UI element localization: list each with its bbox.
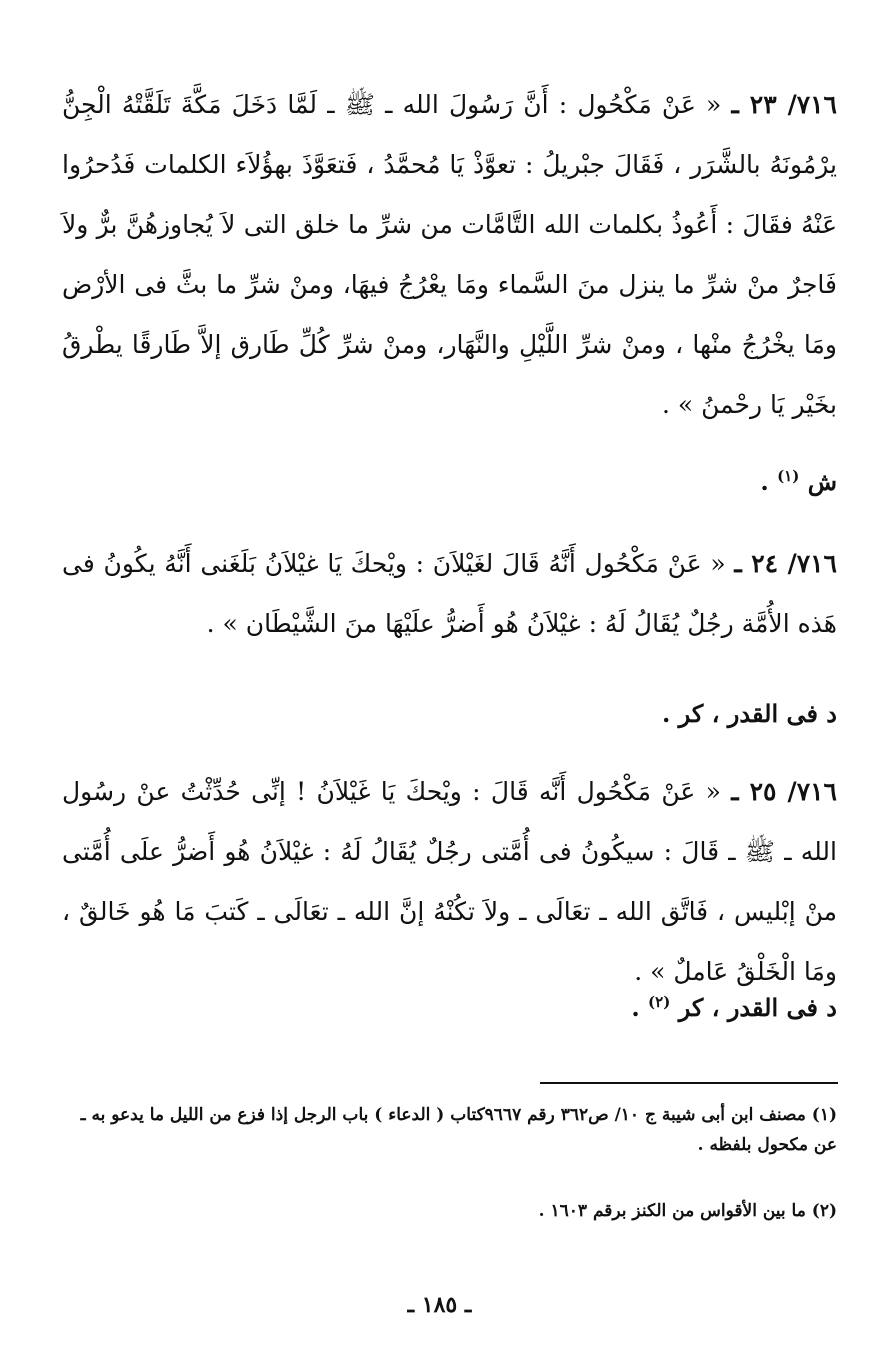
hadith-23 [62, 75, 837, 435]
hadith-25 [62, 762, 837, 1002]
source-line: د فى القدر ، كر $^{(٢)}$ . [631, 993, 837, 1022]
footnote-ref[interactable]: (١) [777, 467, 800, 485]
hadith-text: « عَنْ مَكْحُول : أَنَّ رَسُولَ الله ـ ﷺ ـ لَمَّا دَخَلَ مَكَّةَ تَلَقَّتْهُ الْجِنُّ يرْمُونَهُ بالشَّرَر ، فَقَالَ جبْريلُ : تعوَّذْ يَا مُحمَّدُ ، فَتعَوَّذَ بهؤُلاَء الكلمات فَدُحرُوا عَنْهُ فقَالَ : أَعُوذُ بكلمات الله التَّامَّات من شرِّ ما خلق التى لاَ يُجاوزهُنَّ برٌّ ولاَ فَاجرٌ منْ شرِّ ما ينزل منَ السَّماء ومَا يعْرُجُ فيهَا، ومنْ شرِّ ما بثَّ فى الأرْض ومَا يخْرُجُ منْها ، ومنْ شرِّ اللَّيْلِ والنَّهَار، ومنْ شرِّ كُلِّ طَارق إلاَّ طَارقًا يطْرقُ بخَيْر يَا رحْمنُ » . [62, 90, 837, 419]
source-line: د فى القدر ، كر . [661, 699, 837, 728]
page-number: ـ ١٨٥ ـ [407, 1292, 472, 1318]
hadith-text: « عَنْ مَكْحُول أَنَّهُ قَالَ لغَيْلاَنَ : ويْحكَ يَا غيْلاَنُ بَلَغَنى أَنَّهُ يكُونُ فى هَذه الأُمَّة رجُلٌ يُقَالُ لَهُ : غيْلاَنُ هُو أَضرُّ علَيْهَا منَ الشَّيْطَان » . [62, 549, 837, 638]
hadith-text: « عَنْ مَكْحُول أَنَّه قَالَ : ويْحكَ يَا غَيْلاَنُ ! إنِّى حُدِّثْتُ عنْ رسُول الله ـ ﷺ ـ قَالَ : سيكُونُ فى أُمَّتى رجُلٌ يُقَالُ لَهُ : غيْلاَنُ هُو أَضرُّ علَى أُمَّتى منْ إبْليس ، فَاتَّق الله ـ تعَالَى ـ ولاَ تكُنْهُ إنَّ الله ـ تعَالَى ـ كَتبَ مَا هُو خَالقٌ ، ومَا الْخَلْقُ عَاملٌ » . [62, 777, 837, 986]
source-line: ش $^{(١)}$ . [760, 467, 837, 496]
footnote-divider [540, 1082, 838, 1084]
hadith-number: ٧١٦/ ٢٥ ـ [731, 777, 837, 806]
footnote-ref[interactable]: (٢) [648, 993, 671, 1011]
footnote-2: (٢) ما بين الأقواس من الكنز برقم ١٦٠٣ . [538, 1201, 837, 1221]
footnote-1: (١) مصنف ابن أبى شيبة ج ١٠/ ص٣٦٢ رقم ٩٦٦٧كتاب ( الدعاء ) باب الرجل إذا فزع من الليل ما يدعو به ـ عن مكحول بلفظه . [80, 1105, 837, 1155]
hadith-24 [62, 534, 837, 654]
hadith-number: ٧١٦/ ٢٣ ـ [731, 90, 837, 119]
hadith-number: ٧١٦/ ٢٤ ـ [734, 549, 837, 578]
